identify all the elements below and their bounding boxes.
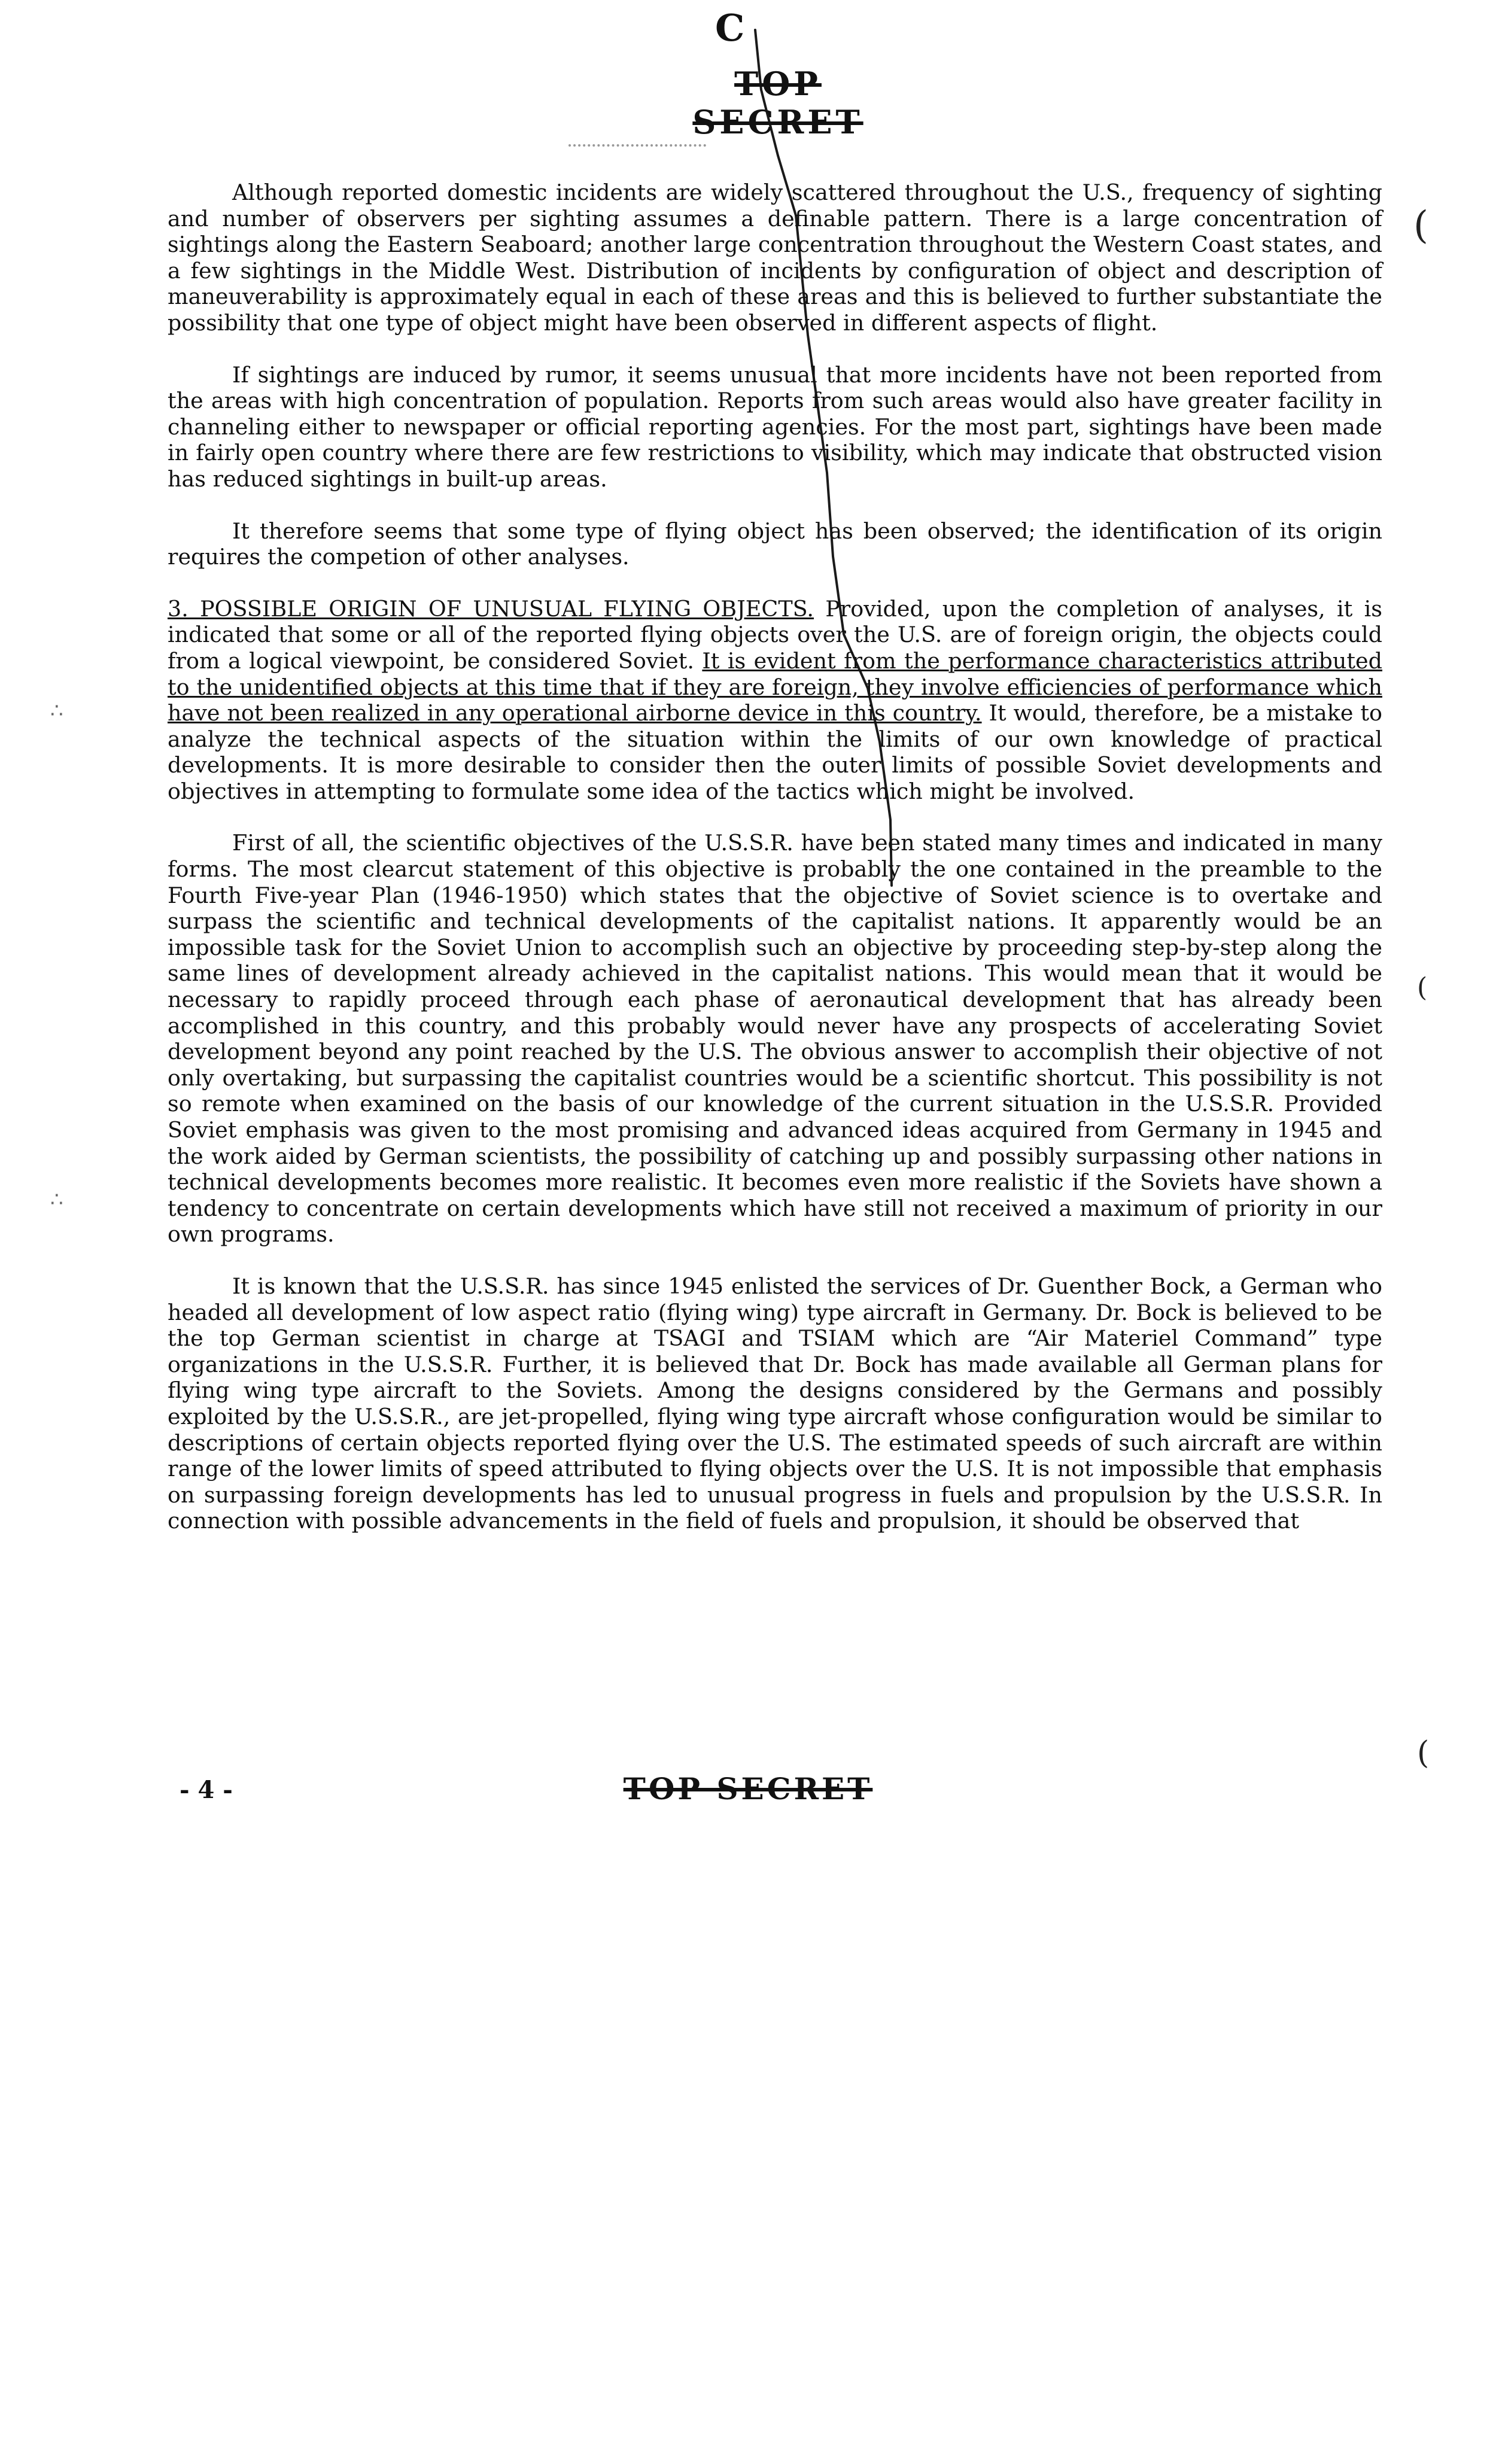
paragraph-rumor: If sightings are induced by rumor, it seems unusual that more incidents have not been reported from the areas with high concentration of population. Reports from such areas would also have greater facility in channeling either to newspaper or official reporting agencies. For the most part, sightings have been made in fairly open country where there are few restrictions to visibility, which may indicate that obstructed vision has reduced sightings in built-up areas. bbox=[168, 361, 1382, 492]
page-number: - 4 - bbox=[180, 1776, 233, 1804]
section-3-text-2: It would, therefore, be a mistake to analyze the technical aspects of the situation within the limits of our own knowledge of practical developments. It is more desirable to consider then the outer limits of possible Soviet developments and objectives in attempting to formulate some idea of the tactics which might be involved. bbox=[168, 700, 1382, 804]
paragraph-distribution: Although reported domestic incidents are widely scattered throughout the U.S., frequency of sighting and number of observers per sighting assumes a definable pattern. There is a large concentration of sightings along the Eastern Seaboard; another large concentration throughout the Western Coast states, and a few sightings in the Middle West. Distribution of incidents by configuration of object and description of maneuverability is approximately equal in each of these areas and this is believed to further substantiate the possibility that one type of object might have been observed in different aspects of flight. bbox=[168, 180, 1382, 336]
section-3-underlined-text: It is evident from the performance characteristics attributed to the unidentified objects at this time that if they are foreign, they involve efficiencies of performance which have not been realized in any operational airborne device in this country. bbox=[168, 647, 1382, 726]
header-classification-stamp: TOP SECRET bbox=[692, 65, 863, 141]
margin-bracket-mark: ( bbox=[1417, 972, 1428, 1003]
margin-bracket-mark: ( bbox=[1413, 203, 1428, 248]
document-body bbox=[168, 180, 1382, 1560]
margin-bracket-mark: ( bbox=[1417, 1735, 1430, 1771]
margin-dots: ∴ bbox=[50, 1188, 65, 1212]
paragraph-dr-bock: It is known that the U.S.S.R. has since 1945 enlisted the services of Dr. Guenther Bock, a German who headed all development of low aspect ratio (flying wing) type aircraft in Germany. Dr. Bock is believed to be the top German scientist in charge at TSAGI and TSIAM which are “Air Materiel Command” type organizations in the U.S.S.R. Further, it is believed that Dr. Bock has made available all German plans for flying wing type aircraft to the Soviets. Among the designs considered by the Germans and possibly exploited by the U.S.S.R., are jet-propelled, flying wing type aircraft whose configuration would be similar to descriptions of certain objects reported flying over the U.S. The estimated speeds of such aircraft are within range of the lower limits of speed attributed to flying objects over the U.S. It is not impossible that emphasis on surpassing foreign developments has led to unusual progress in fuels and propulsion by the U.S.S.R. In connection with possible advancements in the field of fuels and propulsion, it should be observed that bbox=[168, 1273, 1382, 1534]
paragraph-soviet-objectives: First of all, the scientific objectives of the U.S.S.R. have been stated many times and indicated in many forms. The most clearcut statement of this objective is probably the one contained in the preamble to the Fourth Five-year Plan (1946-1950) which states that the objective of Soviet science is to overtake and surpass the scientific and technical developments of the capitalist nations. It apparently would be an impossible task for the Soviet Union to accomplish such an objective by proceeding step-by-step along the same lines of development already achieved in the capitalist nations. This would mean that it would be necessary to rapidly proceed through each phase of aeronautical development that has already been accomplished in this country, and this probably would never have any prospects of accelerating Soviet development beyond any point reached by the U.S. The obvious answer to accomplish their objective of not only overtaking, but surpassing the capitalist countries would be a scientific shortcut. This possibility is not so remote when examined on the basis of our knowledge of the current situation in the U.S.S.R. Provided Soviet emphasis was given to the most promising and advanced ideas acquired from Germany in 1945 and the work aided by German scientists, the possibility of catching up and possibly surpassing other nations in technical developments becomes more realistic. It becomes even more realistic if the Soviets have shown a tendency to concentrate on certain developments which have still not received a maximum of priority in our own programs. bbox=[168, 830, 1382, 1248]
paragraph-conclusion: It therefore seems that some type of flying object has been observed; the identification of its origin requires the competion of other analyses. bbox=[168, 518, 1382, 570]
stamp-smudge bbox=[568, 135, 706, 147]
section-3-text-1: Provided, upon the completion of analyses, it is indicated that some or all of the reported flying objects over the U.S. are of foreign origin, the objects could from a logical viewpoint, be considered Soviet. bbox=[168, 595, 1383, 674]
margin-dots: ∴ bbox=[50, 699, 65, 723]
handwritten-top-mark: C bbox=[715, 6, 745, 50]
section-3-heading: 3. POSSIBLE ORIGIN OF UNUSUAL FLYING OBJECTS. bbox=[168, 595, 814, 622]
footer-classification-stamp: TOP SECRET bbox=[623, 1771, 873, 1806]
section-3-paragraph bbox=[168, 596, 1382, 805]
